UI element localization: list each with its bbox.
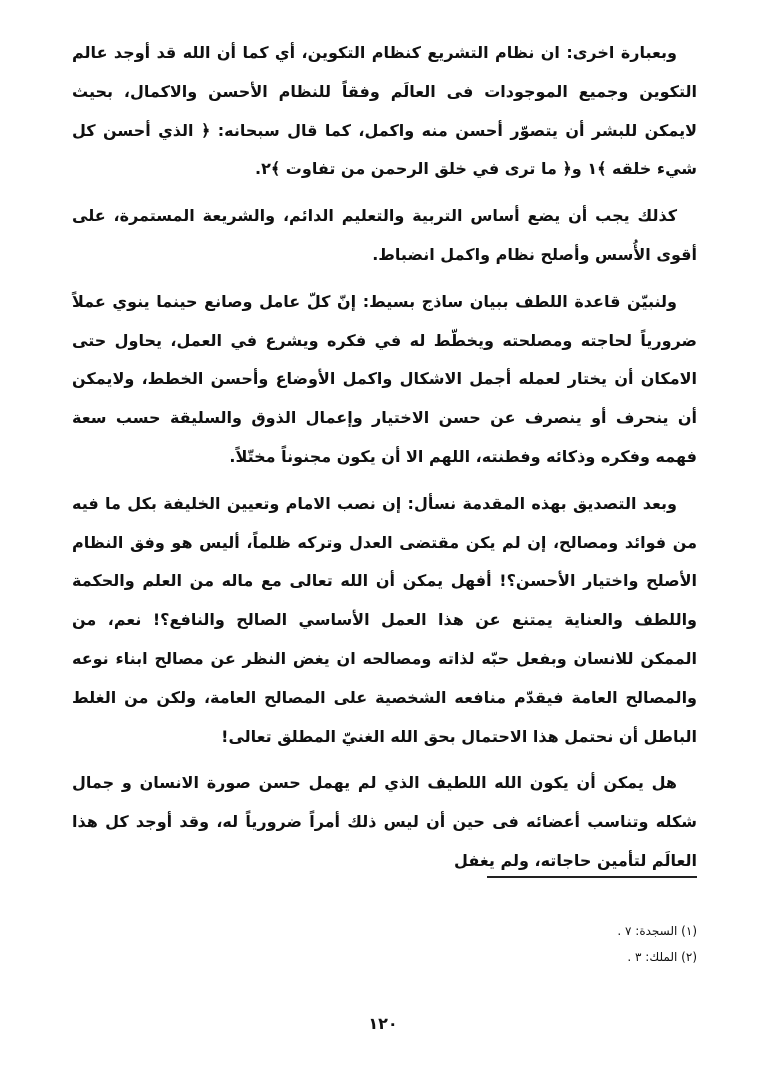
paragraph-5: هل يمكن أن يكون الله اللطيف الذي لم يهمل حسن صورة الانسان و جمال شكله وتناسب أعضائه فى حين أن ليس ذلك أمراً ضرورياً له، وقد أوجد كل هذا العالَم لتأمين حاجاته، ولم يغفل: [72, 773, 697, 870]
paragraph-4: وبعد التصديق بهذه المقدمة نسأل: إن نصب الامام وتعيين الخليفة بكل ما فيه من فوائد ومصالح، إن لم يكن مقتضى العدل وتركه ظلماً، أليس هو وفق النظام الأصلح واختيار الأحسن؟! أفهل يمكن أن الله تعالى مع ماله من العلم والحكمة واللطف والعناية يمتنع عن هذا العمل الأساسي الصالح والنافع؟! نعم، من الممكن للانسان وبفعل حبّه لذاته ومصالحه ان يغض النظر عن مصالح ابناء نوعه والمصالح العامة فيقدّم منافعه الشخصية على المصالح العامة، ولكن من الغلط الباطل أن نحتمل هذا الاحتمال بحق الله الغنيّ المطلق تعالى!: [72, 493, 697, 746]
footnote-2: (٢) الملك: ٣ .: [627, 950, 697, 964]
main-text: [72, 34, 697, 881]
footnote-separator: [487, 876, 697, 878]
page-number: ١٢٠: [368, 1014, 398, 1033]
paragraph-2: كذلك يجب أن يضع أساس التربية والتعليم الدائم، والشريعة المستمرة، على أقوى الأُسس وأصلح نظام واكمل انضباط.: [72, 206, 697, 264]
footnote-1: (١) السجدة: ٧ .: [617, 924, 697, 938]
paragraph-1: وبعبارة اخرى: ان نظام التشريع كنظام التكوين، أي كما أن الله قد أوجد عالم التكوين وجميع الموجودات فى العالَم وفقاً للنظام الأحسن والاكمال، بحيث لايمكن للبشر أن يتصوّر أحسن منه واكمل، كما قال سبحانه: ﴿ الذي أحسن كل شيء خلقه ﴾١ و﴿ ما ترى في خلق الرحمن من تفاوت ﴾٢.: [72, 43, 697, 179]
paragraph-3: ولنبيّن قاعدة اللطف ببيان ساذج بسيط: إنّ كلّ عامل وصانع حينما ينوي عملاً ضرورياً لحاجته ومصلحته ويخطّط له في فكره ويشرع في العمل، يحاول حتى الامكان أن يختار لعمله أجمل الاشكال واكمل الأوضاع وأحسن الخطط، ولايمكن أن ينحرف أو ينصرف عن حسن الاختيار وإعمال الذوق والسليقة حسب سعة فهمه وفكره وذكائه وفطنته، اللهم الا أن يكون مجنوناً مختّلاً.: [72, 291, 697, 466]
footnotes: [400, 918, 697, 970]
